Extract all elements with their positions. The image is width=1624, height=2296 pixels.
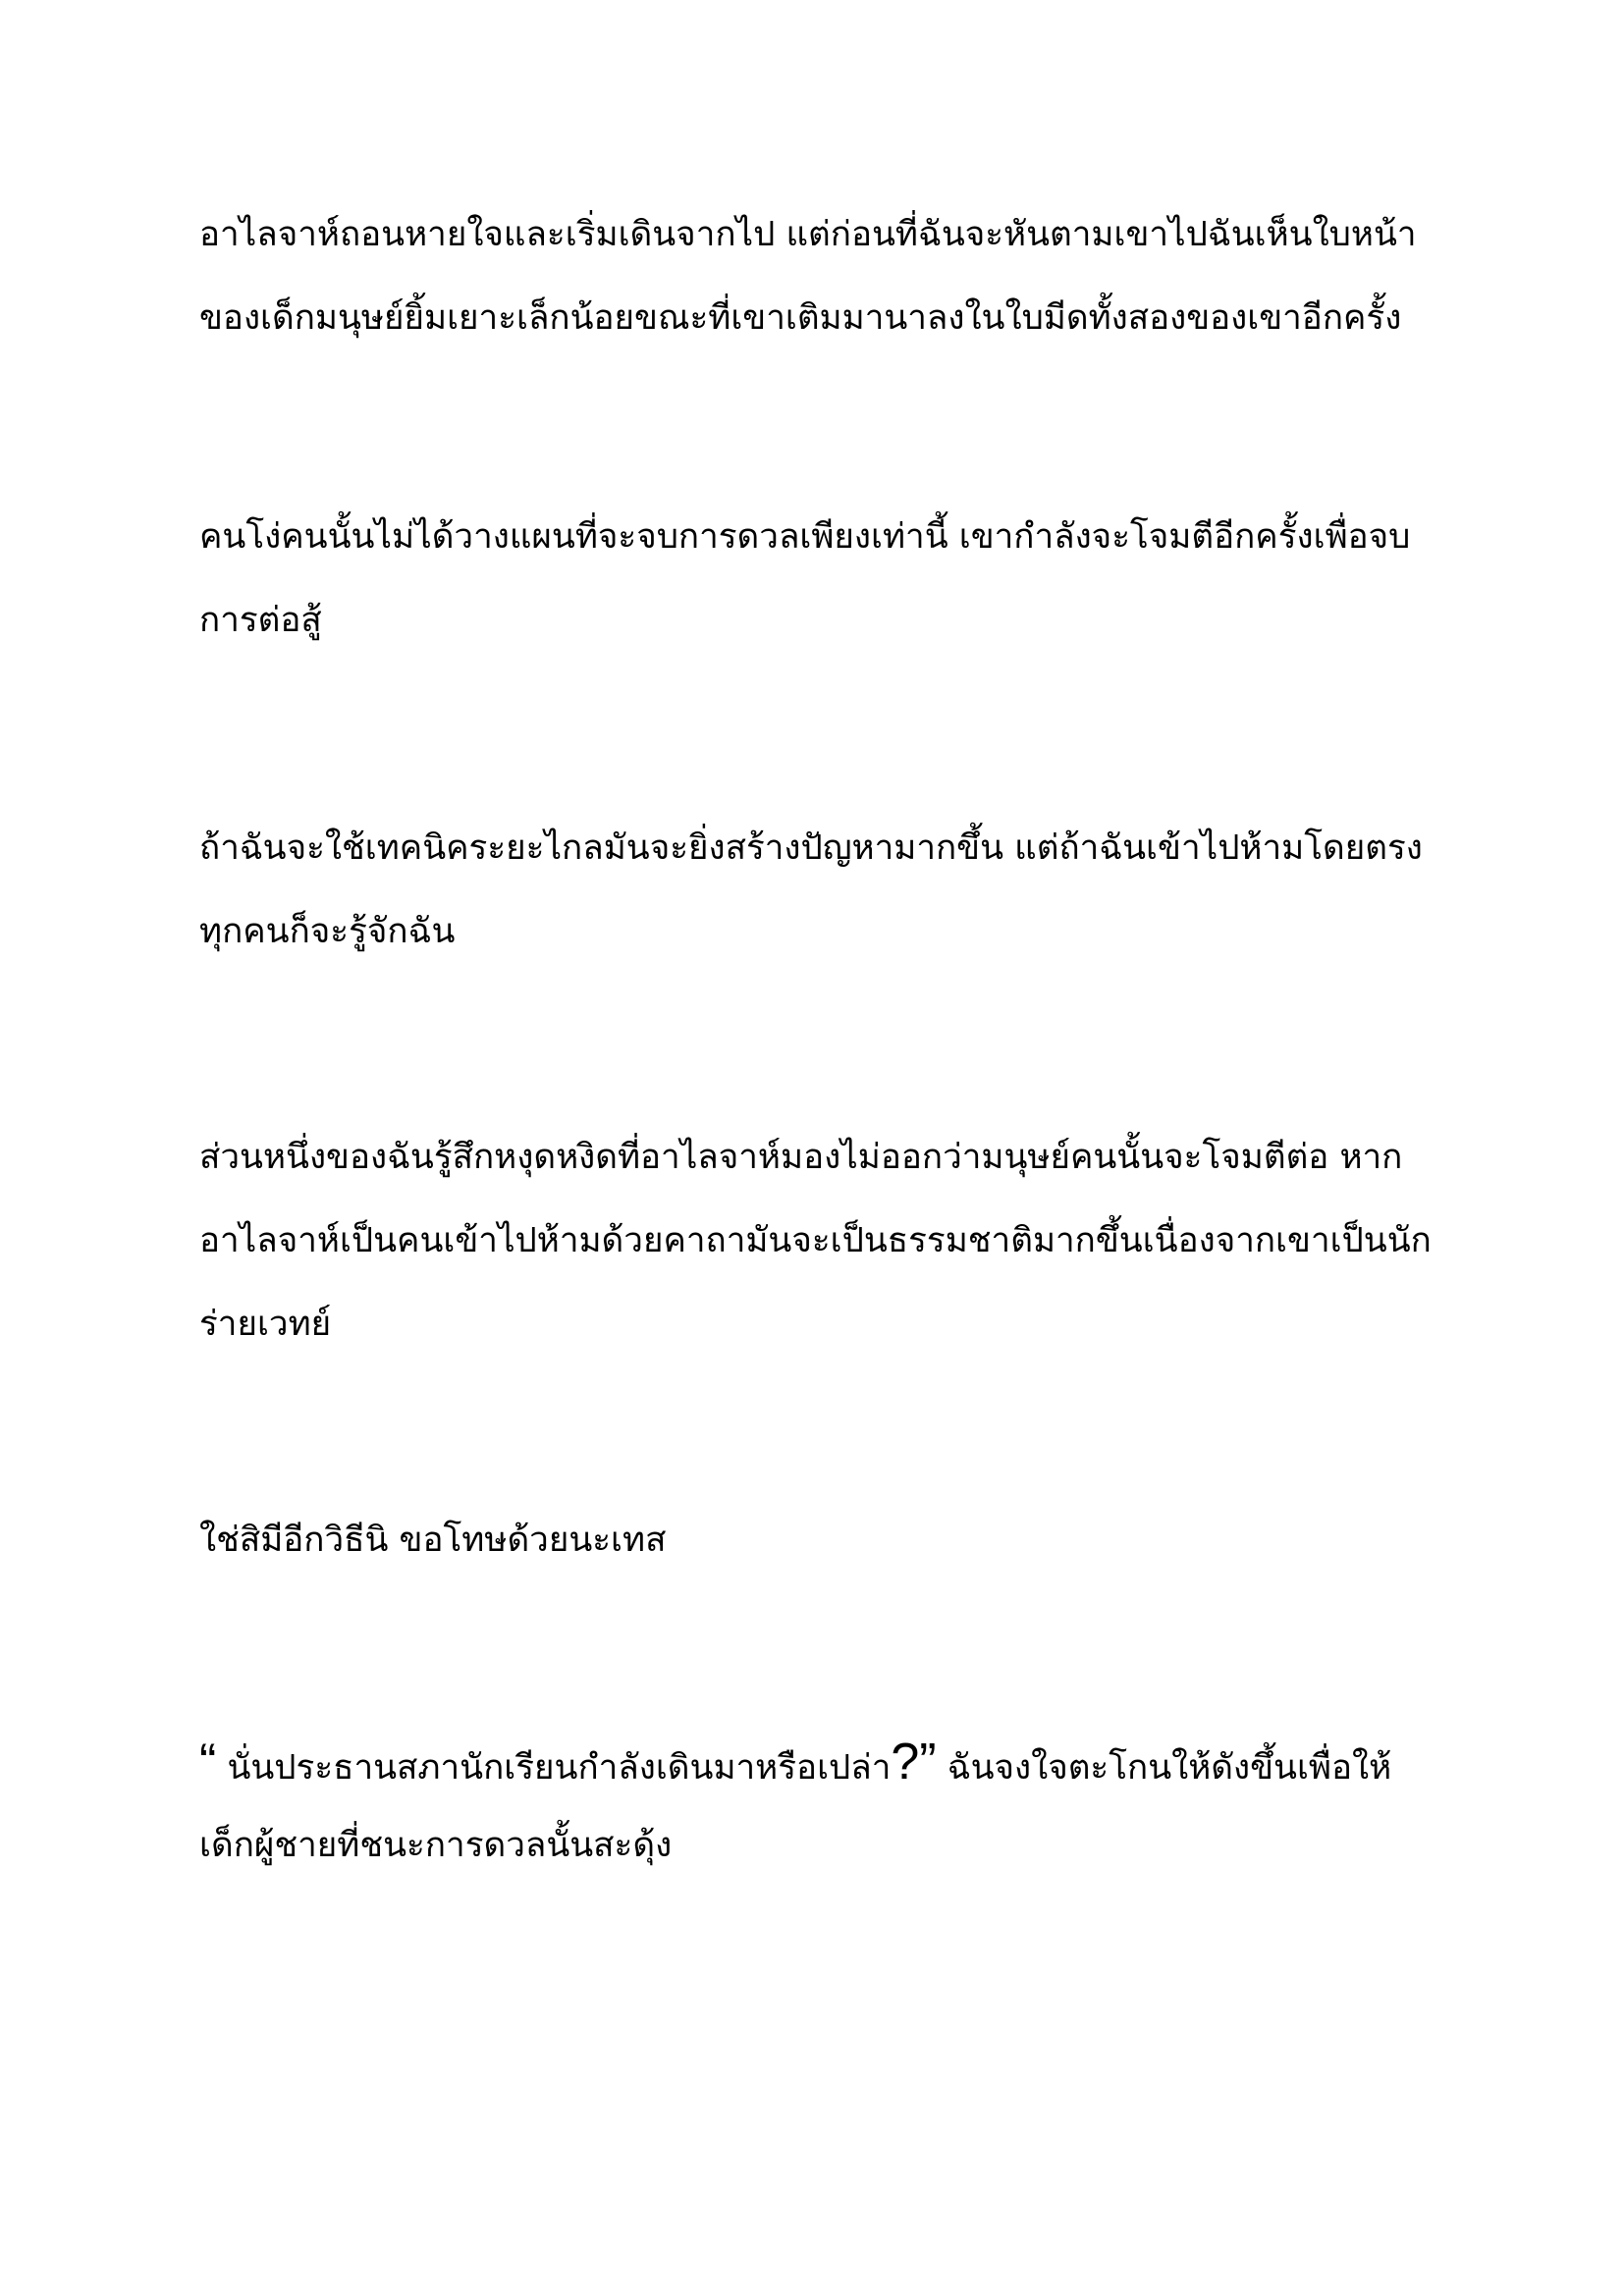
paragraph-4	[199, 1116, 1436, 1366]
text-line: คนโง่คนนั้นไม่ได้วางแผนที่จะจบการดวลเพียงเท่านี้ เขากำลังจะโจมตีอีกครั้งเพื่อจบ	[199, 517, 1411, 557]
open-quote: “	[199, 1734, 217, 1790]
dialogue-speech: นั่นประธานสภานักเรียนกำลังเดินมาหรือเปล่า	[216, 1748, 892, 1788]
paragraph-5	[199, 1499, 1436, 1582]
text-line: ร่ายเวทย์	[199, 1305, 332, 1344]
text-line: การต่อสู้	[199, 601, 322, 640]
text-line: ถ้าฉันจะใช้เทคนิคระยะไกลมันจะยิ่งสร้างปัญหามากขึ้น แต่ถ้าฉันเข้าไปห้ามโดยตรง	[199, 828, 1423, 868]
text-line: อาไลจาห์ถอนหายใจและเริ่มเดินจากไป แต่ก่อนที่ฉันจะหันตามเขาไปฉันเห็นใบหน้า	[199, 215, 1417, 254]
text-line: อาไลจาห์เป็นคนเข้าไปห้ามด้วยคาถามันจะเป็นธรรมชาติมากขึ้นเนื่องจากเขาเป็นนัก	[199, 1221, 1432, 1260]
text-line: เด็กผู้ชายที่ชนะการดวลนั้นสะดุ้ง	[199, 1826, 673, 1865]
text-line: ใช่สิมีอีกวิธีนิ ขอโทษด้วยนะเทส	[199, 1521, 667, 1560]
paragraph-6	[199, 1721, 1436, 1888]
dialogue-narration: ฉันจงใจตะโกนให้ดังขึ้นเพื่อให้	[936, 1748, 1392, 1788]
paragraph-3	[199, 807, 1436, 974]
question-mark: ?	[891, 1734, 920, 1790]
text-line: ของเด็กมนุษย์ยิ้มเยาะเล็กน้อยขณะที่เขาเติมมานาลงในใบมีดทั้งสองของเขาอีกครั้ง	[199, 298, 1402, 338]
paragraph-1	[199, 193, 1436, 360]
text-line: ทุกคนก็จะรู้จักฉัน	[199, 912, 456, 951]
dialogue-line	[199, 1721, 1436, 1804]
close-quote: ”	[919, 1734, 937, 1790]
paragraph-2	[199, 496, 1436, 663]
text-line: ส่วนหนึ่งของฉันรู้สึกหงุดหงิดที่อาไลจาห์มองไม่ออกว่ามนุษย์คนนั้นจะโจมตีต่อ หาก	[199, 1138, 1403, 1177]
